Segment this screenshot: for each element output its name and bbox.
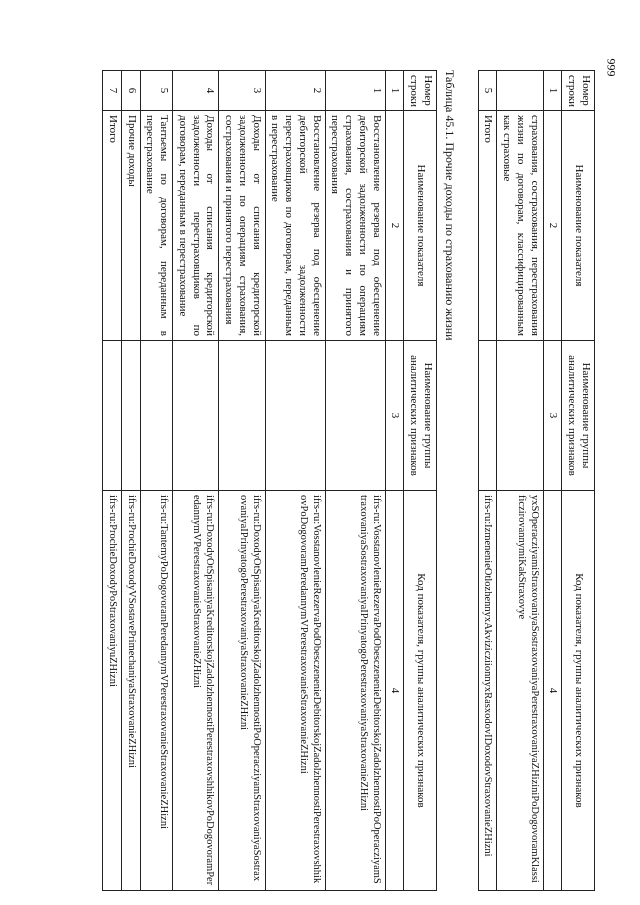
indicator-code: ifrs-ru:VosstanovlenieRezervaPodObesczenenieDebitorskojZadolzhennostiPoOperacziyamStraxovaniyaSostraxovaniyaIPrinyatogoPerestraxovaniyaStraxovanieZHizni [325, 491, 385, 891]
indicator-name: Восстановление резерва под обесценение дебиторской задолженности по операциям страхования, сострахования и принятого перестрахования [325, 111, 385, 341]
header-code: Код показателя, группы аналитических признаков [404, 491, 437, 891]
indicator-name: Доходы от списания кредиторской задолженности по операциям страхования, сострахования и принятого перестрахования [219, 111, 265, 341]
indicator-code: ifrs-ru:IzmenenieOtlozhennyxAkvizicziionnyxRasxodovIDoxodovStraxovanieZHizni [478, 491, 497, 891]
table-row [173, 71, 219, 891]
row-number: 7 [103, 71, 122, 111]
column-number: 2 [543, 111, 562, 341]
header-indicator-name: Наименование показателя [562, 111, 595, 341]
indicator-code: ifrs-ru:ProchieDoxodyVSostavePrimechaniyaStraxovanieZHizni [122, 491, 141, 891]
row-number: 6 [122, 71, 141, 111]
table-1-header-row [562, 71, 595, 891]
header-row-number: Номер строки [404, 71, 437, 111]
table-2-caption: Таблица 45.1. Прочие доходы по страхованию жизни [443, 70, 457, 341]
rotated-page-content [55, 70, 595, 890]
group-name [122, 341, 141, 491]
indicator-code: ifrs-ru:DoxodyOtSpisaniyaKreditorskojZadolzhennostiPoOperacziyamStraxovaniyaSostraxovaniyaIPrinyatogoPerestraxovaniyaStraxovanieZHizni [219, 491, 265, 891]
row-number: 1 [325, 71, 385, 111]
table-row [265, 71, 325, 891]
row-number: 4 [173, 71, 219, 111]
indicator-name: Доходы от списания кредиторской задолженности перестраховщиков по договорам, переданным в перестрахование [173, 111, 219, 341]
indicator-code: yxSOperacziyamiStraxovaniyaSostraxovaniyaPerestraxovaniyaZHiziniPoDogovoramKlassificzirovannymiKakStraxovye [497, 491, 543, 891]
table-row [103, 71, 122, 891]
group-name [497, 341, 543, 491]
table-row [478, 71, 497, 891]
header-group-name: Наименование группы аналитических признаков [562, 341, 595, 491]
column-number: 2 [385, 111, 404, 341]
column-number: 4 [385, 491, 404, 891]
header-indicator-name: Наименование показателя [404, 111, 437, 341]
group-name [478, 341, 497, 491]
group-name [173, 341, 219, 491]
indicator-code: ifrs-ru:DoxodyOtSpisaniyaKreditorskojZadolzhennostiPerestraxovshhikovPoDogovoramPeredannymVPerestraxovanieStraxovanieZHizni [173, 491, 219, 891]
table-row [140, 71, 173, 891]
group-name [140, 341, 173, 491]
indicator-name: Итого [103, 111, 122, 341]
table-row [219, 71, 265, 891]
table-1 [478, 70, 595, 891]
indicator-name: Восстановление резерва под обесценение дебиторской задолженности перестраховщиков по договорам, переданным в перестрахование [265, 111, 325, 341]
column-number: 1 [385, 71, 404, 111]
table-2-header-row [404, 71, 437, 891]
row-number: 5 [140, 71, 173, 111]
header-code: Код показателя, группы аналитических признаков [562, 491, 595, 891]
row-number [497, 71, 543, 111]
column-number: 1 [543, 71, 562, 111]
table-2 [102, 70, 437, 891]
table-row [325, 71, 385, 891]
indicator-name: Прочие доходы [122, 111, 141, 341]
column-number: 3 [385, 341, 404, 491]
table-row [122, 71, 141, 891]
indicator-name: Тантьемы по договорам, переданным в перестрахование [140, 111, 173, 341]
group-name [219, 341, 265, 491]
column-number: 4 [543, 491, 562, 891]
table-row [497, 71, 543, 891]
indicator-name: Итого [478, 111, 497, 341]
table-2-column-numbers [385, 71, 404, 891]
column-number: 3 [543, 341, 562, 491]
indicator-code: ifrs-ru:VosstanovlenieRezervaPodObesczenenieDebitorskojZadolzhennostiPerestraxovshhikovPoDogovoramPeredannymVPerestraxovanieStraxovanieZHizni [265, 491, 325, 891]
header-group-name: Наименование группы аналитических признаков [404, 341, 437, 491]
page-number: 999 [604, 58, 619, 77]
row-number: 3 [219, 71, 265, 111]
table-1-column-numbers [543, 71, 562, 891]
indicator-name: страхования, сострахования, перестрахования жизни по договорам, классифицированным как страховые [497, 111, 543, 341]
header-row-number: Номер строки [562, 71, 595, 111]
indicator-code: ifrs-ru:ProchieDoxodyPoStraxovaniyuZHizni [103, 491, 122, 891]
group-name [265, 341, 325, 491]
group-name [325, 341, 385, 491]
indicator-code: ifrs-ru:TantemyPoDogovoramPeredannymVPerestraxovanieStraxovanieZHizni [140, 491, 173, 891]
row-number: 2 [265, 71, 325, 111]
row-number: 5 [478, 71, 497, 111]
group-name [103, 341, 122, 491]
